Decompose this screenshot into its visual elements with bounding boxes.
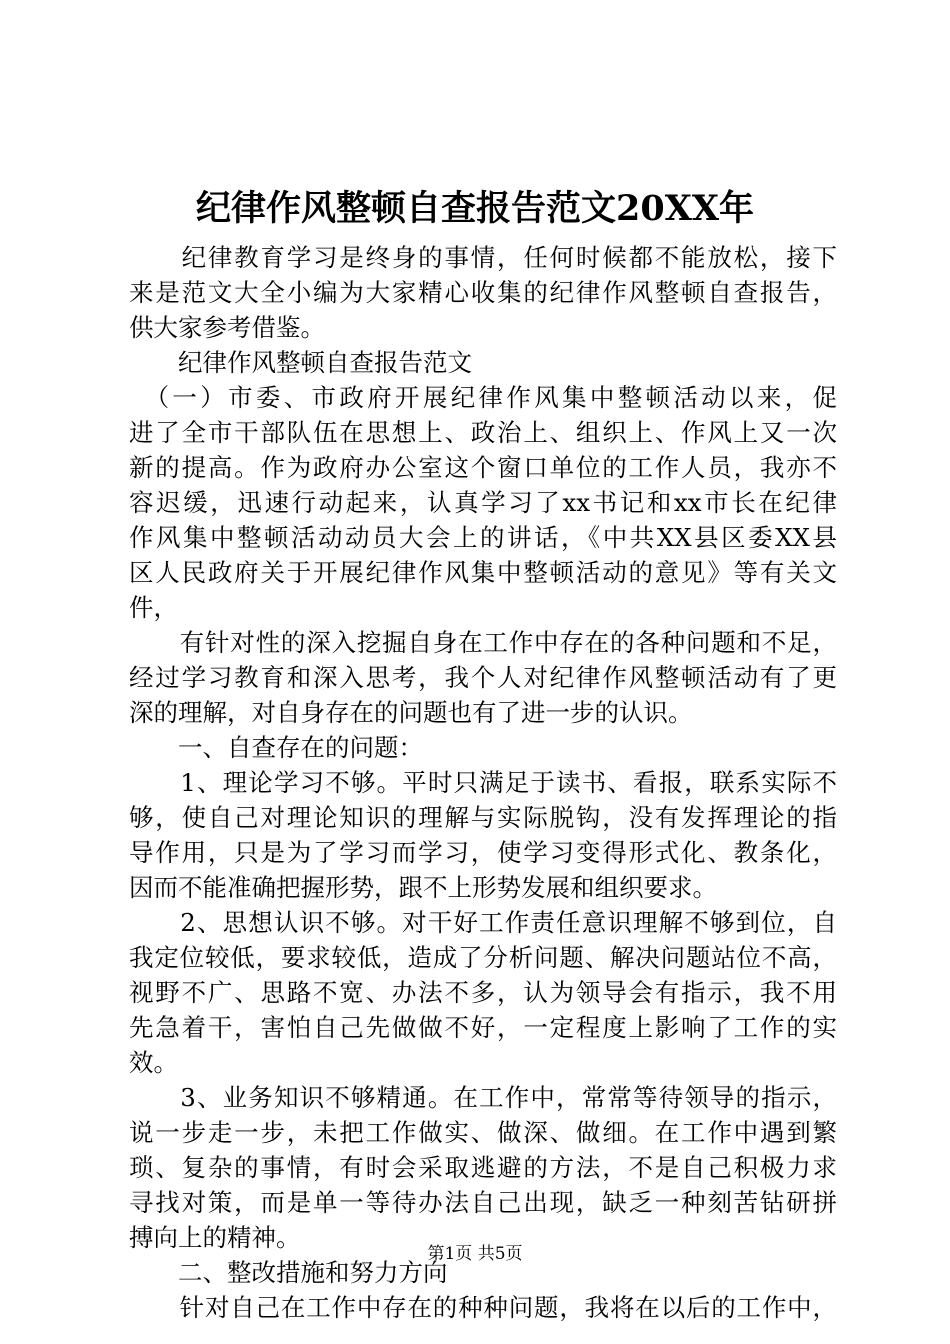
text-line: 针对自己在工作中存在的种种问题，我将在以后的工作中，	[129, 1293, 837, 1322]
text-line: 作风集中整顿活动动员大会上的讲话，《中共XX县区委XX县	[129, 523, 837, 552]
text-line: 来是范文大全小编为大家精心收集的纪律作风整顿自查报告，	[129, 278, 837, 307]
text-line: 3、业务知识不够精通。在工作中，常常等待领导的指示，	[129, 1083, 837, 1112]
text-line: 2、思想认识不够。对干好工作责任意识理解不够到位，自	[129, 908, 837, 937]
text-line: 说一步走一步，未把工作做实、做深、做细。在工作中遇到繁	[129, 1118, 837, 1147]
text-line: 区人民政府关于开展纪律作风集中整顿活动的意见》等有关文	[129, 558, 837, 587]
text-line: 我定位较低，要求较低，造成了分析问题、解决问题站位不高，	[129, 943, 837, 972]
text-line: 一、自查存在的问题：	[129, 733, 423, 762]
document-title: 纪律作风整顿自查报告范文20XX年	[195, 188, 755, 229]
text-line: 深的理解，对自身存在的问题也有了进一步的认识。	[129, 698, 693, 727]
text-line: 进了全市干部队伍在思想上、政治上、组织上、作风上又一次	[129, 418, 837, 447]
page-indicator: 第1页 共5页	[427, 1244, 523, 1264]
text-line: 视野不广、思路不宽、办法不多，认为领导会有指示，我不用	[129, 978, 837, 1007]
text-line: 二、整改措施和努力方向	[129, 1258, 448, 1287]
text-line: 供大家参考借鉴。	[129, 313, 325, 342]
text-line: 先急着干，害怕自己先做做不好，一定程度上影响了工作的实	[129, 1013, 837, 1042]
text-line: 搏向上的精神。	[129, 1223, 301, 1252]
text-line: 导作用，只是为了学习而学习，使学习变得形式化、教条化，	[129, 838, 837, 867]
text-line: 纪律作风整顿自查报告范文	[129, 348, 472, 377]
text-line: 件，	[129, 593, 178, 622]
document-body	[129, 240, 837, 1325]
text-line: 1、理论学习不够。平时只满足于读书、看报，联系实际不	[129, 768, 837, 797]
text-line: 够，使自己对理论知识的理解与实际脱钩，没有发挥理论的指	[129, 803, 837, 832]
text-line: 因而不能准确把握形势，跟不上形势发展和组织要求。	[129, 873, 717, 902]
text-line: 有针对性的深入挖掘自身在工作中存在的各种问题和不足，	[129, 628, 837, 657]
text-line: （一）市委、市政府开展纪律作风集中整顿活动以来，促	[129, 383, 837, 412]
text-line: 琐、复杂的事情，有时会采取逃避的方法，不是自己积极力求	[129, 1153, 837, 1182]
text-line: 容迟缓，迅速行动起来，认真学习了xx书记和xx市长在纪律	[129, 488, 837, 517]
text-line: 寻找对策，而是单一等待办法自己出现，缺乏一种刻苦钻研拼	[129, 1188, 837, 1217]
text-line: 经过学习教育和深入思考，我个人对纪律作风整顿活动有了更	[129, 663, 837, 692]
text-line: 纪律教育学习是终身的事情，任何时候都不能放松，接下	[129, 243, 837, 272]
text-line: 新的提高。作为政府办公室这个窗口单位的工作人员，我亦不	[129, 453, 837, 482]
text-line: 效。	[129, 1048, 178, 1077]
